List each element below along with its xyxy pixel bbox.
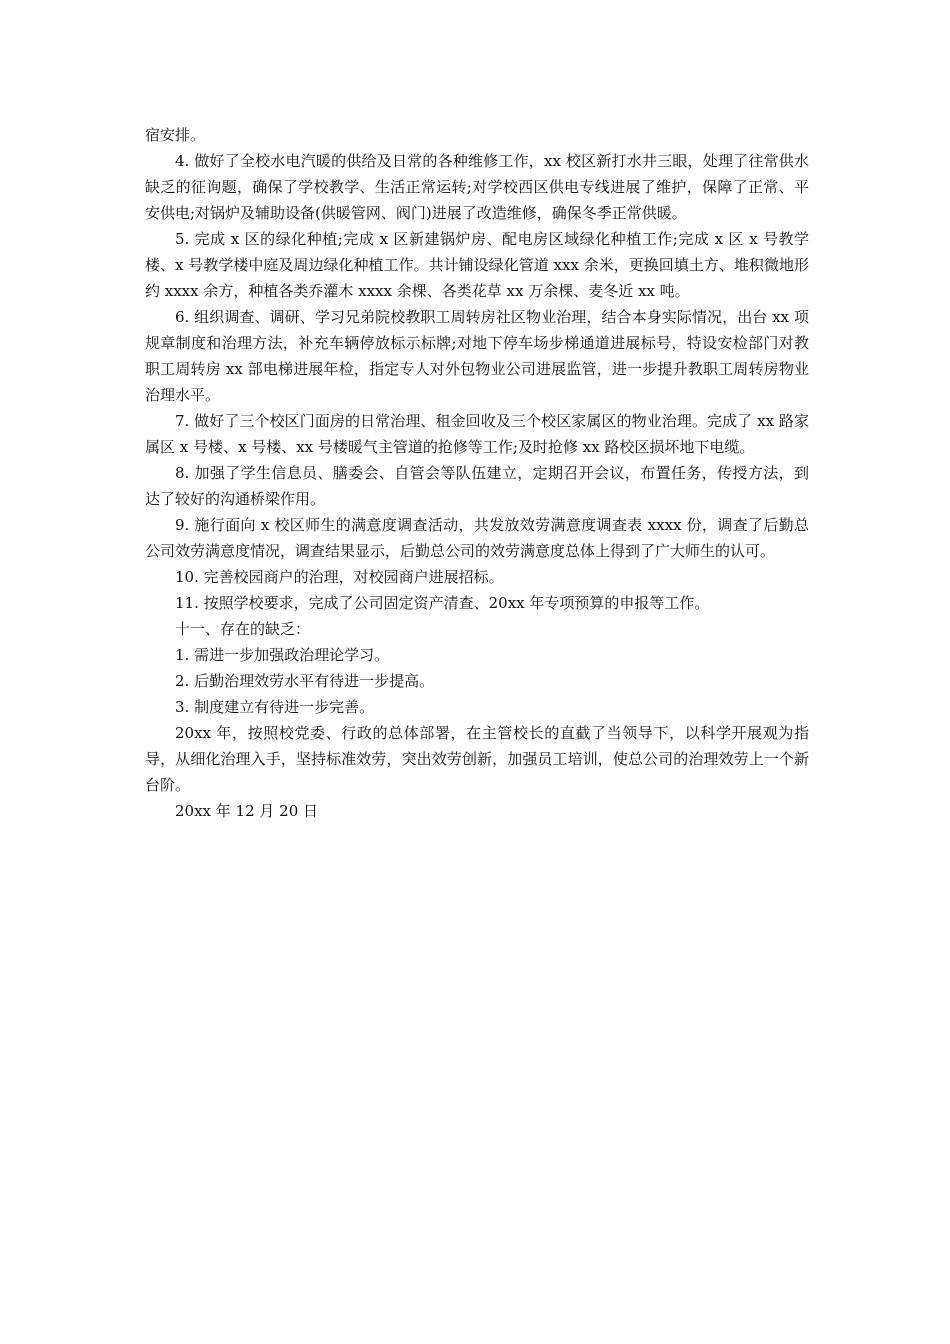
- paragraph-item-7: 7. 做好了三个校区门面房的日常治理、租金回收及三个校区家属区的物业治理。完成了 xx 路家属区 x 号楼、x 号楼、xx 号楼暖气主管道的抢修等工作;及时抢修 xx 路校区损坏地下电缆。: [145, 412, 809, 456]
- paragraph-item-9: 9. 施行面向 x 校区师生的满意度调查活动，共发放效劳满意度调查表 xxxx 份，调查了后勤总公司效劳满意度情况，调查结果显示，后勤总公司的效劳满意度总体上得到了广大师生的认可。: [145, 516, 809, 560]
- paragraph-item-8: 8. 加强了学生信息员、膳委会、自管会等队伍建立，定期召开会议，布置任务，传授方法，到达了较好的沟通桥梁作用。: [145, 464, 809, 508]
- shortcoming-item-3: 3. 制度建立有待进一步完善。: [175, 698, 375, 716]
- paragraph-item-6: 6. 组织调查、调研、学习兄弟院校教职工周转房社区物业治理，结合本身实际情况，出台 xx 项规章制度和治理方法，补充车辆停放标示标牌;对地下停车场步梯通道进展标号，特设安检部门对教职工周转房 xx 部电梯进展年检，指定专人对外包物业公司进展监管，进一步提升教职工周转房物业治理水平。: [145, 308, 809, 404]
- shortcoming-item-1: 1. 需进一步加强政治理论学习。: [175, 646, 390, 664]
- shortcoming-item-2: 2. 后勤治理效劳水平有待进一步提高。: [175, 672, 435, 690]
- paragraph-outlook: 20xx 年，按照校党委、行政的总体部署，在主管校长的直截了当领导下，以科学开展观为指导，从细化治理入手，坚持标准效劳，突出效劳创新，加强员工培训，使总公司的治理效劳上一个新台阶。: [145, 724, 809, 794]
- paragraph-item-4: 4. 做好了全校水电汽暖的供给及日常的各种维修工作，xx 校区新打水井三眼，处理了往常供水缺乏的征询题，确保了学校教学、生活正常运转;对学校西区供电专线进展了维护，保障了正常、平安供电;对锅炉及辅助设备(供暖管网、阀门)进展了改造维修，确保冬季正常供暖。: [145, 152, 809, 222]
- paragraph-item-5: 5. 完成 x 区的绿化种植;完成 x 区新建锅炉房、配电房区域绿化种植工作;完成 x 区 x 号教学楼、x 号教学楼中庭及周边绿化种植工作。共计铺设绿化管道 xxx 余米，更换回填土方、堆积微地形约 xxxx 余方，种植各类乔灌木 xxxx 余棵、各类花草 xx 万余棵、麦冬近 xx 吨。: [145, 230, 809, 300]
- document-date: 20xx 年 12 月 20 日: [175, 802, 319, 820]
- paragraph-continuation: 宿安排。: [145, 126, 206, 144]
- section-heading-shortcomings: 十一、存在的缺乏：: [175, 620, 311, 638]
- paragraph-item-10: 10. 完善校园商户的治理，对校园商户进展招标。: [175, 568, 504, 586]
- document-body: [145, 122, 809, 824]
- paragraph-item-11: 11. 按照学校要求，完成了公司固定资产清查、20xx 年专项预算的申报等工作。: [175, 594, 710, 612]
